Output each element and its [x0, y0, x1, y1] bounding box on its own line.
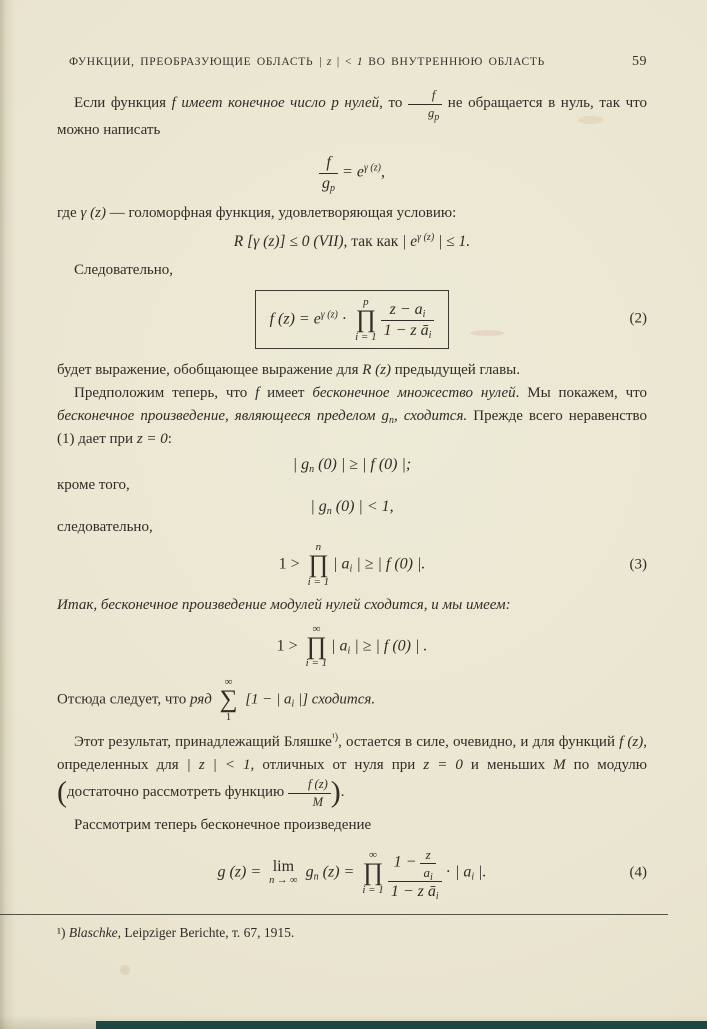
product-operator [355, 297, 376, 343]
product-symbol: ∏ [308, 550, 329, 578]
product-upper-limit: ∞ [312, 622, 321, 635]
product-lower-limit: i = 1 [307, 575, 330, 588]
page-number: 59 [632, 54, 647, 69]
math-run: (0) | ≥ | f (0) |; [314, 455, 412, 473]
math-run: g [301, 863, 314, 881]
subscript: i [471, 871, 475, 883]
math-run: | a [333, 555, 350, 573]
footnote-reference: ¹) [331, 732, 339, 743]
equation-number: (4) [629, 864, 647, 881]
fraction-f-over-gp [319, 154, 338, 192]
formula-g-limit-product [57, 846, 647, 900]
sum-upper-limit: ∞ [224, 676, 233, 689]
text-run: следовательно, [57, 518, 153, 535]
italic-run: имеет конечное число [175, 94, 332, 111]
subscript: p [434, 111, 440, 123]
lim-symbol: lim [272, 858, 295, 876]
lim-subscript: n → ∞ [269, 875, 298, 887]
fraction-numerator: z [425, 847, 431, 862]
math-run: R (z) [362, 361, 391, 378]
sum-symbol: ∑ [219, 686, 238, 714]
subscript: i [349, 563, 353, 575]
text-run: Предположим теперь, что [74, 384, 256, 401]
close-paren: ) [330, 775, 341, 809]
math-run: z − a [389, 300, 423, 318]
multiplication-dot: · [441, 863, 455, 881]
fraction-denominator: M [288, 793, 331, 809]
text-run: по модулю [565, 757, 647, 773]
subscript: p [330, 183, 336, 194]
paper-stain [120, 965, 130, 975]
math-run: | ≥ | f (0) | . [350, 637, 428, 655]
superscript: γ (z) [363, 162, 381, 174]
formula-blaschke-finite-product [57, 290, 647, 349]
sum-lower-limit: 1 [225, 711, 232, 723]
scan-edge-artifact [96, 1021, 707, 1029]
math-run: | a [331, 637, 348, 655]
multiplication-dot: · [337, 310, 352, 328]
math-run: z = 0 [423, 757, 463, 773]
math-run: 1 > [276, 637, 302, 655]
footnote-author: Blaschke [68, 925, 118, 940]
math-run: f (z) = e [269, 310, 321, 328]
punctuation: . [340, 783, 345, 800]
product-upper-limit: ∞ [369, 849, 377, 862]
subscript: i [422, 308, 426, 320]
limit-operator [269, 859, 298, 887]
equation-number: (2) [629, 310, 647, 327]
paragraph-infinite-zeros [57, 382, 647, 451]
text-run: , остается в силе, очевидно, и для функций [338, 734, 620, 750]
formula-gn0-ge-f0 [57, 456, 647, 474]
text-run: и меньших [462, 757, 554, 773]
equals-sign: = [338, 163, 357, 181]
math-run: γ (z) [80, 205, 106, 221]
running-title-math: | z | < 1 [318, 56, 363, 68]
text-run: , отличных от нуля при [250, 757, 424, 773]
paragraph-holomorphic-condition [57, 202, 647, 225]
math-run: 1 − z ā [390, 883, 436, 900]
math-run: g (z) = [217, 863, 266, 881]
fraction-denominator [381, 320, 435, 339]
math-run: | ≤ 1. [434, 233, 471, 250]
subscript: i [347, 645, 351, 657]
text-run: будет выражение, обобщающее выражение для [57, 361, 363, 378]
text-run: где [57, 205, 81, 221]
equation-box [255, 290, 450, 349]
product-symbol: ∏ [362, 859, 384, 887]
fraction-denominator [420, 863, 435, 883]
italic-run: нулей [338, 94, 380, 111]
aside-krome-togo [57, 474, 647, 497]
equation-number: (3) [629, 556, 647, 573]
aside-sledovatelno [57, 516, 647, 539]
inline-fraction-fz-over-M [288, 777, 331, 808]
subscript: n [309, 463, 315, 475]
footnote-separator [0, 914, 668, 915]
product-upper-limit: n [315, 540, 322, 553]
math-run: |] [294, 691, 312, 708]
text-run: Этот результат, принадлежащий Бляшке [74, 734, 332, 750]
subscript: n [389, 414, 395, 426]
formula-infinite-product-bound [57, 624, 647, 670]
paragraph-finite-zeros [57, 88, 647, 142]
paragraph-generalization [57, 359, 647, 382]
superscript: γ (z) [417, 232, 435, 243]
subscript: i [291, 698, 295, 710]
paper-stain [578, 116, 604, 124]
math-run: f [171, 94, 176, 111]
running-title-pre: ФУНКЦИИ, ПРЕОБРАЗУЮЩИЕ ОБЛАСТЬ [69, 56, 319, 68]
text-run: имеет [259, 384, 313, 401]
formula-real-part-condition [57, 233, 647, 251]
product-operator [306, 624, 327, 670]
math-run: 1 − [393, 853, 421, 871]
math-run: a [423, 865, 430, 880]
italic-run: ряд [190, 691, 216, 708]
math-run: [1 − | a [241, 691, 292, 708]
math-run: R [γ (z)] ≤ 0 (VII), [233, 233, 348, 250]
paragraph-blaschke-result [57, 731, 647, 808]
fraction-numerator: f [326, 154, 331, 171]
subscript: n [326, 505, 332, 517]
math-run: | g [310, 497, 327, 515]
text-run: : [167, 430, 172, 447]
running-header [57, 54, 647, 70]
text-run: , определенных для [57, 734, 647, 773]
subscript: i [428, 329, 432, 341]
math-run: (z) = [318, 863, 359, 881]
paragraph-series-converges [57, 677, 647, 723]
math-run: f (z) [619, 734, 644, 750]
italic-run: Итак, бесконечное произведение модулей нулей сходится, и мы имеем: [57, 596, 511, 613]
superscript: γ (z) [320, 309, 338, 321]
product-upper-limit: p [363, 296, 369, 308]
text-run: достаточно рассмотреть функцию [67, 783, 288, 800]
fraction-blaschke-factor [388, 846, 442, 900]
math-run: z = 0 [136, 430, 168, 447]
math-run: | e [402, 233, 418, 250]
fraction-denominator [408, 104, 442, 123]
running-title-post: ВО ВНУТРЕННЮЮ ОБЛАСТЬ [362, 56, 545, 68]
italic-run: сходится. [311, 691, 376, 708]
math-run: g [381, 407, 390, 424]
formula-gn0-lt-1 [57, 498, 647, 516]
math-run: M [553, 757, 566, 773]
math-run: | a [454, 863, 472, 881]
text-run: так как [347, 233, 403, 250]
text-run: Следовательно, [74, 262, 174, 278]
paragraph-itak-italic [57, 594, 647, 617]
italic-run: бесконечное произведение, являющееся пределом [57, 407, 382, 424]
math-run: (0) | < 1, [331, 497, 394, 515]
math-run: f [255, 384, 260, 401]
product-symbol: ∏ [355, 306, 377, 333]
math-run: g [427, 105, 435, 120]
sum-operator [220, 677, 238, 723]
fraction-moebius-factor [381, 301, 435, 339]
text-run: Если функция [74, 94, 172, 111]
text-run: Рассмотрим теперь бесконечное произведение [74, 817, 372, 833]
formula-product-bound [57, 542, 647, 588]
math-run: 1 > [278, 555, 304, 573]
paragraph-sledovatelno [57, 259, 647, 282]
subscript: i [429, 872, 433, 883]
italic-run: , сходится. [394, 407, 468, 424]
footnote [57, 924, 647, 942]
paragraph-consider-product [57, 814, 647, 837]
product-lower-limit: i = 1 [362, 883, 384, 896]
fraction-numerator: f [431, 88, 436, 102]
math-run: g [322, 175, 331, 192]
math-run: | ≥ | f (0) |. [352, 555, 426, 573]
product-operator [362, 850, 383, 896]
product-symbol: ∏ [306, 632, 327, 660]
text-run: кроме того, [57, 476, 130, 493]
text-run: Прежде всего неравенство (1) дает при [57, 407, 647, 447]
text-run: , то [379, 94, 408, 111]
formula-quotient-exponential [57, 154, 647, 192]
fraction-numerator [388, 846, 442, 881]
text-run: предыдущей главы. [390, 361, 520, 378]
text-run: не обращается в нуль, так что можно написать [57, 94, 647, 138]
text-run: Отсюда следует, что [57, 691, 190, 708]
punctuation: , [380, 163, 385, 181]
fraction-numerator [381, 301, 435, 320]
fraction-denominator [319, 173, 338, 192]
open-paren: ( [57, 775, 67, 809]
footnote-mark: ¹) [57, 925, 69, 940]
subscript: i [435, 891, 439, 902]
product-lower-limit: i = 1 [305, 657, 328, 670]
text-run: . Мы покажем, что [515, 384, 647, 401]
subscript: n [313, 871, 319, 883]
text-run: — голоморфная функция, удовлетворяющая условию: [105, 205, 457, 221]
footnote-text: , Leipziger Berichte, т. 67, 1915. [117, 925, 295, 940]
fraction-numerator: f (z) [307, 777, 328, 791]
math-run: |. [474, 863, 487, 881]
math-run: | z | < 1 [186, 757, 251, 773]
math-run: e [356, 163, 364, 181]
math-run: p [331, 94, 339, 111]
running-title [69, 56, 545, 68]
inline-fraction-f-over-gp [408, 88, 442, 123]
fraction-denominator [388, 881, 442, 900]
product-lower-limit: i = 1 [355, 330, 377, 343]
math-run: 1 − z ā [383, 321, 429, 339]
product-operator [308, 542, 329, 588]
inner-fraction-z-over-ai [420, 847, 435, 883]
math-run: | g [292, 455, 310, 473]
italic-run: бесконечное множество нулей [312, 384, 516, 401]
